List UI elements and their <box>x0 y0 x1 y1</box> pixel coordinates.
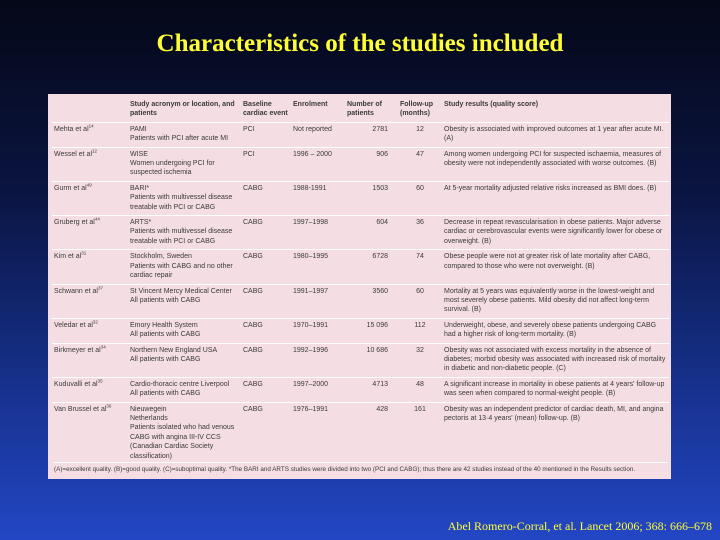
author-name: Veledar et al <box>54 321 93 329</box>
table-footnote: (A)=excellent quality. (B)=good quality. (C)=suboptimal quality. *The BARI and ARTS studies were divided into two (PCI and CABG); thus there are 42 studies instead of the 40 mentioned in the Results section. <box>54 462 667 473</box>
study-line: Patients with PCI after acute MI <box>130 135 229 143</box>
cell-followup: 112 <box>414 321 426 329</box>
cell-patients: 2781 <box>372 125 388 133</box>
header-event: Baseline cardiac event <box>243 101 288 118</box>
header-study: Study acronym or location, and patients <box>130 101 235 118</box>
author-name: Kim et al <box>54 253 82 261</box>
study-line: Patients isolated who had venous CABG with angina III-IV CCS <box>130 424 235 441</box>
cell-event: CABG <box>243 405 263 413</box>
cell-event: CABG <box>243 380 263 388</box>
table-header-row <box>52 98 669 122</box>
table-row <box>52 122 669 147</box>
study-line: Netherlands <box>130 414 168 422</box>
study-line: PAMI <box>130 125 147 133</box>
cell-event: PCI <box>243 125 255 133</box>
cell-author <box>52 250 128 284</box>
study-line: Emory Health System <box>130 321 198 329</box>
cell-followup: 161 <box>414 405 426 413</box>
header-patients: Number of patients <box>347 101 382 118</box>
header-enrolment: Enrolment <box>293 101 328 108</box>
cell-study <box>128 181 241 215</box>
cell-followup: 60 <box>416 184 424 192</box>
table-row <box>52 318 669 343</box>
cell-patients: 604 <box>376 219 388 227</box>
cell-followup: 32 <box>416 346 424 354</box>
cell-event: CABG <box>243 346 263 354</box>
study-line: (Canadian Cardiac Society classification) <box>130 443 214 460</box>
studies-table <box>52 98 669 464</box>
cell-author <box>52 343 128 377</box>
reference-number: 36 <box>106 403 112 409</box>
study-line: All patients with CABG <box>130 355 201 363</box>
table-row <box>52 147 669 181</box>
cell-study <box>128 318 241 343</box>
cell-results: Among women undergoing PCI for suspected ischaemia, measures of obesity were not independently associated with worse outcomes. (B) <box>444 150 662 168</box>
author-name: Birkmeyer et al <box>54 346 101 354</box>
reference-number: 49 <box>86 182 92 188</box>
cell-study <box>128 343 241 377</box>
cell-enrolment: 1997–2000 <box>293 380 329 388</box>
study-line: Nieuwegein <box>130 405 167 413</box>
cell-patients: 906 <box>376 150 388 158</box>
author-name: Gruberg et al <box>54 219 95 227</box>
author-name: Gurm et al <box>54 184 87 192</box>
study-line: St Vincent Mercy Medical Center <box>130 287 232 295</box>
study-line: Women undergoing PCI for suspected ischemia <box>130 160 215 177</box>
table-row <box>52 284 669 318</box>
reference-number: 32 <box>92 319 98 325</box>
study-line: BARI* <box>130 184 150 192</box>
header-results: Study results (quality score) <box>444 101 539 108</box>
cell-followup: 47 <box>416 150 424 158</box>
slide-title: Characteristics of the studies included <box>156 30 564 57</box>
cell-followup: 60 <box>416 287 424 295</box>
cell-study <box>128 216 241 250</box>
study-line: Patients with multivessel disease treatable with PCI or CABG <box>130 228 233 245</box>
cell-results: At 5-year mortality adjusted relative risks increased as BMI does. (B) <box>444 184 657 192</box>
reference-number: 34 <box>100 344 106 350</box>
study-line: All patients with CABG <box>130 390 201 398</box>
cell-author <box>52 402 128 464</box>
author-name: Van Brussel et al <box>54 405 107 413</box>
cell-event: CABG <box>243 321 263 329</box>
study-line: All patients with CABG <box>130 296 201 304</box>
cell-author <box>52 318 128 343</box>
header-followup: Follow-up (months) <box>400 101 434 118</box>
cell-study <box>128 147 241 181</box>
cell-followup: 12 <box>416 125 424 133</box>
cell-patients: 3560 <box>372 287 388 295</box>
table-row <box>52 343 669 377</box>
cell-results: Obesity was an independent predictor of cardiac death, MI, and angina pectoris at 13·4 years' (mean) follow-up. (B) <box>444 405 664 422</box>
cell-enrolment: 1980–1995 <box>293 253 329 261</box>
cell-enrolment: 1988-1991 <box>293 184 327 192</box>
cell-enrolment: Not reported <box>293 125 332 133</box>
cell-patients: 428 <box>376 405 388 413</box>
cell-author <box>52 284 128 318</box>
cell-study <box>128 122 241 147</box>
cell-author <box>52 122 128 147</box>
cell-results: Decrease in repeat revascularisation in obese patients. Major adverse cardiac or cerebrovascular events were significantly lower for obese or overweight. (B) <box>444 219 663 245</box>
table-row <box>52 377 669 402</box>
cell-patients: 10 686 <box>366 346 388 354</box>
cell-study <box>128 284 241 318</box>
reference-number: 44 <box>94 216 100 222</box>
table-row <box>52 402 669 464</box>
reference-number: 31 <box>81 250 87 256</box>
author-name: Mehta et al <box>54 125 89 133</box>
study-line: Patients with CABG and no other cardiac repair <box>130 262 233 280</box>
study-line: Patients with multivessel disease treatable with PCI or CABG <box>130 194 233 211</box>
cell-event: CABG <box>243 287 263 295</box>
reference-number: 14 <box>88 123 94 129</box>
table-row <box>52 250 669 284</box>
citation: Abel Romero-Corral, et al. Lancet 2006; 368: 666–678 <box>447 519 712 533</box>
cell-results: A significant increase in mortality in obese patients at 4 years' follow-up was seen when compared to normal-weight people. (B) <box>444 380 665 398</box>
header-author <box>52 98 128 122</box>
cell-event: CABG <box>243 184 263 192</box>
author-name: Schwann et al <box>54 287 98 295</box>
cell-study <box>128 250 241 284</box>
cell-author <box>52 181 128 215</box>
cell-results: Underweight, obese, and severely obese patients undergoing CABG had a higher risk of long-term mortality. (B) <box>444 321 657 339</box>
cell-enrolment: 1996 – 2000 <box>293 150 332 158</box>
reference-number: 35 <box>97 378 103 384</box>
cell-patients: 6728 <box>372 253 388 261</box>
table-row <box>52 181 669 215</box>
cell-author <box>52 147 128 181</box>
cell-followup: 48 <box>416 380 424 388</box>
table-row <box>52 216 669 250</box>
cell-enrolment: 1992–1996 <box>293 346 329 354</box>
cell-results: Obese people were not at greater risk of late mortality after CABG, compared to those who were not overweight. (B) <box>444 253 651 270</box>
study-line: WISE <box>130 150 148 158</box>
cell-enrolment: 1991–1997 <box>293 287 329 295</box>
cell-event: CABG <box>243 219 263 227</box>
study-line: ARTS* <box>130 219 152 227</box>
cell-results: Obesity was not associated with excess mortality in the absence of diabetes; morbid obesity was associated with increased risk of mortality in diabetic and non-diabetic people. (C) <box>444 346 666 373</box>
reference-number: 12 <box>92 148 98 154</box>
author-name: Kuduvalli et al <box>54 380 98 388</box>
cell-followup: 74 <box>416 253 424 261</box>
study-line: Cardio-thoracic centre Liverpool <box>130 380 230 388</box>
cell-patients: 1503 <box>372 184 388 192</box>
cell-study <box>128 402 241 464</box>
cell-enrolment: 1976–1991 <box>293 405 329 413</box>
cell-event: CABG <box>243 253 263 261</box>
cell-results: Mortality at 5 years was equivalently worse in the lowest-weight and most severely obese patients. Mild obesity did not affect long-term survival. (B) <box>444 287 655 314</box>
study-line: Stockholm, Sweden <box>130 253 192 261</box>
cell-patients: 4713 <box>372 380 388 388</box>
reference-number: 37 <box>97 285 103 291</box>
study-line: All patients with CABG <box>130 331 201 339</box>
cell-enrolment: 1970–1991 <box>293 321 329 329</box>
cell-author <box>52 216 128 250</box>
study-line: Northern New England USA <box>130 346 218 354</box>
author-name: Wessel et al <box>54 150 92 158</box>
cell-event: PCI <box>243 150 255 158</box>
cell-patients: 15 096 <box>366 321 388 329</box>
studies-table-panel <box>48 94 671 479</box>
cell-followup: 36 <box>416 219 424 227</box>
cell-enrolment: 1997–1998 <box>293 219 329 227</box>
cell-author <box>52 377 128 402</box>
cell-study <box>128 377 241 402</box>
cell-results: Obesity is associated with improved outcomes at 1 year after acute MI. (A) <box>444 125 664 143</box>
